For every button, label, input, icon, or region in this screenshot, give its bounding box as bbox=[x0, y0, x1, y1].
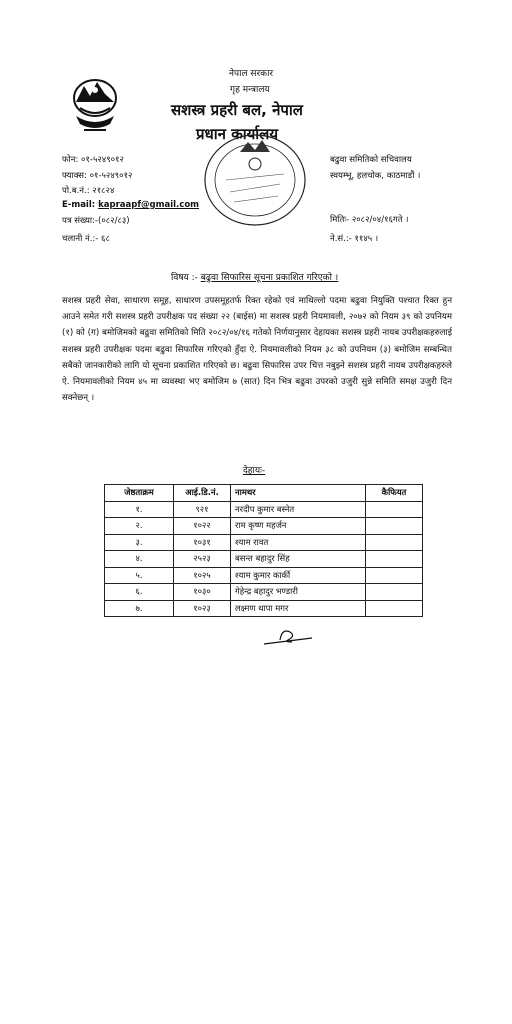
row-name: गेहेन्द्र बहादुर भण्डारी bbox=[231, 584, 366, 601]
row-seniority: २. bbox=[105, 518, 174, 535]
phone-number: फोन: ०१-५२४९०१२ bbox=[62, 155, 124, 165]
body-paragraph: सशस्त्र प्रहरी सेवा, साधारण समूह, साधारण उपसमूहतर्फ रिक्त रहेको एवं माथिल्लो पदमा बढुवा नियुक्ति पश्चात रिक्त हुन आउने समेत गरी सशस्त्र प्रहरी उपरीक्षक पद संख्या २२ (बाईस) मा सशस्त्र प्रहरी नियमावली, २०७२ को नियम ३९ को उपनियम (१) को (ग) बमोजिमको बढुवा समितिको मिति २०८२/०४/१६ गतेको निर्णयानुसार देहायका सशस्त्र प्रहरी नायब उपरीक्षकहरुलाई सशस्त्र प्रहरी उपरीक्षक पदमा बढुवा सिफारिस गरिएको हुँदा ऐ. नियमावलीको नियम ३८ को उपनियम (३) बमोजिम सम्बन्धित सबैको जानकारीको लागि यो सूचना प्रकाशित गरिएको छ। बढुवा सिफारिस उपर चित्त नबुझ्ने सशस्त्र प्रहरी नायब उपरीक्षकहरुले ऐ. नियमावलीको नियम ४५ मा व्यवस्था भए बमोजिम ७ (सात) दिन भित्र बढुवा उपरको उजुरी सुन्ने समिति समक्ष उजुरी दिन सक्नेछन् । bbox=[62, 296, 452, 404]
table-row bbox=[105, 567, 423, 584]
table-row bbox=[105, 534, 423, 551]
subject-line bbox=[171, 270, 338, 283]
po-box: पो.ब.नं.: २१८२४ bbox=[62, 186, 115, 196]
row-seniority: ५. bbox=[105, 567, 174, 584]
row-id: ९२१ bbox=[174, 501, 231, 518]
row-name: राम कृष्ण महर्जन bbox=[231, 518, 366, 535]
row-remarks bbox=[366, 518, 423, 535]
gov-name: नेपाल सरकार bbox=[229, 69, 274, 79]
nepal-emblem-logo bbox=[70, 72, 120, 138]
row-id: १०३१ bbox=[174, 534, 231, 551]
row-name: श्याम रावत bbox=[231, 534, 366, 551]
subject-prefix: विषय :- bbox=[171, 273, 198, 283]
table-title: देहायः- bbox=[243, 466, 266, 476]
signature-mark bbox=[262, 624, 316, 648]
col-name: नामथर bbox=[231, 485, 366, 502]
letter-date: मितिः- २०८२/०४/१६गते । bbox=[330, 215, 409, 225]
row-seniority: ७. bbox=[105, 600, 174, 617]
row-remarks bbox=[366, 584, 423, 601]
row-remarks bbox=[366, 501, 423, 518]
subject-text: बढुवा सिफारिस सूचना प्रकाशित गरिएको । bbox=[200, 273, 339, 283]
row-seniority: १. bbox=[105, 501, 174, 518]
nepal-sambat-date: ने.सं.:- ११४५ । bbox=[330, 234, 379, 244]
table-row bbox=[105, 501, 423, 518]
row-seniority: ६. bbox=[105, 584, 174, 601]
dispatch-number: चलानी नं.:- ६८ bbox=[62, 234, 110, 244]
row-id: १०२५ bbox=[174, 567, 231, 584]
row-id: १०३० bbox=[174, 584, 231, 601]
fax-number: फ्याक्स: ०१-५२४९०१२ bbox=[62, 171, 133, 181]
row-remarks bbox=[366, 534, 423, 551]
row-id: १०२३ bbox=[174, 600, 231, 617]
email-line bbox=[62, 200, 199, 210]
org-name: सशस्त्र प्रहरी बल, नेपाल bbox=[171, 101, 303, 119]
row-name: श्याम कुमार कार्की bbox=[231, 567, 366, 584]
official-seal-stamp bbox=[200, 130, 310, 230]
row-name: नरदीप कुमार बस्नेत bbox=[231, 501, 366, 518]
table-header-row bbox=[105, 485, 423, 502]
row-id: २५२३ bbox=[174, 551, 231, 568]
table-row bbox=[105, 518, 423, 535]
table-row bbox=[105, 584, 423, 601]
ministry-name: गृह मन्त्रालय bbox=[230, 85, 270, 95]
col-remarks: कैफियत bbox=[366, 485, 423, 502]
row-id: १०२२ bbox=[174, 518, 231, 535]
table-row bbox=[105, 600, 423, 617]
email-label: E-mail: bbox=[62, 200, 96, 210]
row-seniority: ३. bbox=[105, 534, 174, 551]
row-seniority: ४. bbox=[105, 551, 174, 568]
letter-number: पत्र संख्या:-(०८२/८३) bbox=[62, 216, 130, 226]
office-name: प्रधान कार्यालय bbox=[196, 125, 279, 143]
row-name: लक्ष्मण थापा मगर bbox=[231, 600, 366, 617]
row-remarks bbox=[366, 567, 423, 584]
secretariat-name: बढुवा समितिको सचिवालय bbox=[330, 155, 412, 165]
email-link[interactable]: kapraapf@gmail.com bbox=[98, 200, 200, 210]
col-seniority: जेष्ठताक्रम bbox=[105, 485, 174, 502]
table-row bbox=[105, 551, 423, 568]
row-remarks bbox=[366, 551, 423, 568]
col-id-number: आई.डि.नं. bbox=[174, 485, 231, 502]
row-remarks bbox=[366, 600, 423, 617]
promotion-table bbox=[104, 484, 423, 617]
office-location: स्वयम्भू, हलचोक, काठमाडौं । bbox=[330, 171, 421, 181]
row-name: बसन्त बहादुर सिंह bbox=[231, 551, 366, 568]
